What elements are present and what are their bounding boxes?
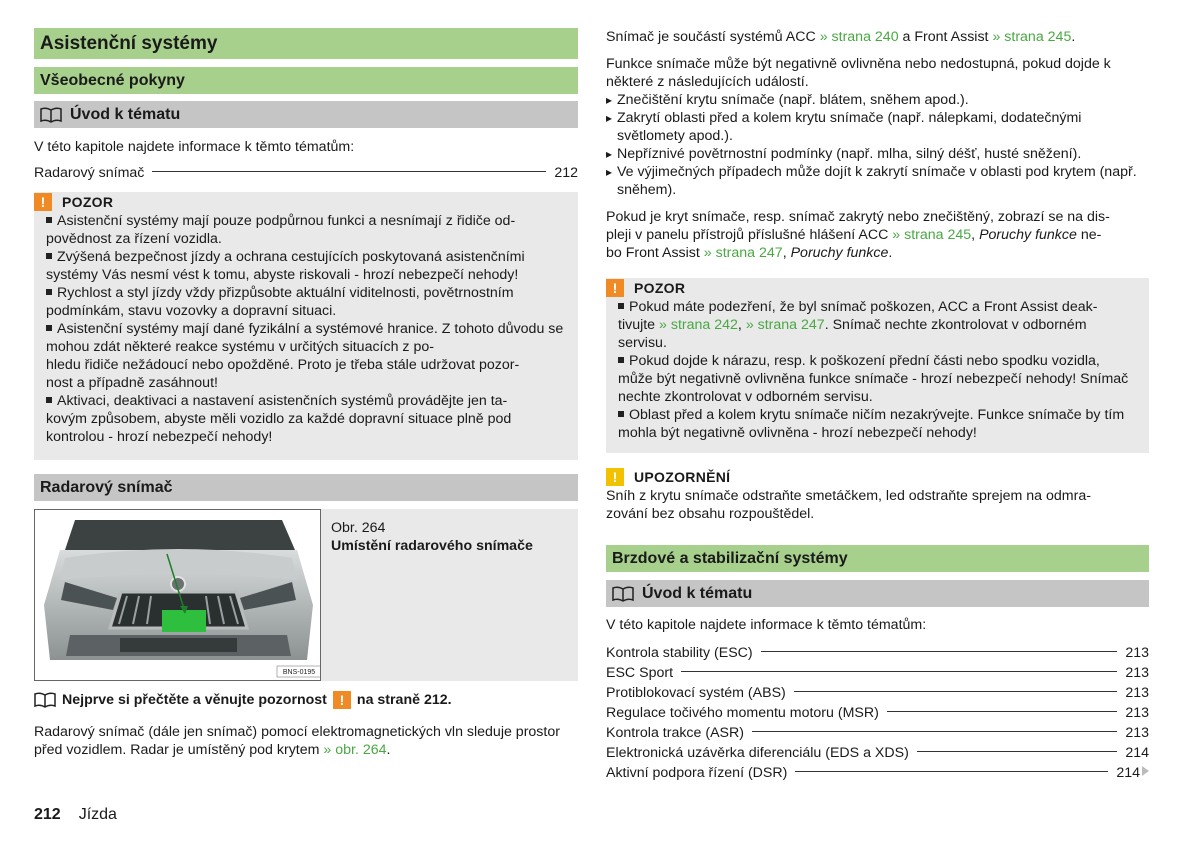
warning-item xyxy=(46,320,566,392)
toc-item[interactable] xyxy=(606,703,1149,723)
toc-leader xyxy=(681,671,1117,672)
book-icon xyxy=(40,107,62,123)
radar-heading: Radarový snímač xyxy=(34,474,578,501)
text: . xyxy=(1071,29,1076,45)
toc-item[interactable] xyxy=(606,643,1149,663)
text: . xyxy=(888,245,893,261)
warning-title: POZOR xyxy=(62,194,114,210)
warning-icon: ! xyxy=(34,193,52,211)
page-link[interactable]: » strana 242 xyxy=(659,317,738,333)
toc-leader xyxy=(917,751,1118,752)
toc-label: ESC Sport xyxy=(606,665,674,681)
toc-item[interactable] xyxy=(606,763,1149,783)
section-heading: Všeobecné pokyny xyxy=(34,67,578,94)
text: Pokud dojde k nárazu, resp. k poškození přední části nebo spodku vozidla, může být negativně ovlivněna funkce snímače - hrozí nebezpečí nehody! Snímač nechte zkontrolovat v odborném servisu. xyxy=(618,353,1129,405)
text: Pokud máte podezření, že byl snímač poškozen, ACC a Front Assist deak- tivujte xyxy=(618,299,1098,333)
section-name: Jízda xyxy=(78,806,117,823)
figure-link[interactable]: » obr. 264 xyxy=(323,742,387,758)
toc-leader xyxy=(752,731,1117,732)
book-icon xyxy=(612,586,634,602)
toc-label: Regulace točivého momentu motoru (MSR) xyxy=(606,705,879,721)
notice-pre: Nejprve si přečtěte a věnujte pozornost xyxy=(62,692,327,708)
toc-page: 214 xyxy=(1116,763,1149,783)
toc-list xyxy=(34,163,578,183)
paragraph-3 xyxy=(606,208,1149,262)
toc-page: 213 xyxy=(1125,665,1149,681)
body-text: Radarový snímač (dále jen snímač) pomocí elektromagnetických vln sleduje prostor před vozidlem. Radar je umístěný pod krytem xyxy=(34,724,560,758)
warning-text: Asistenční systémy mají pouze podpůrnou funkci a nesnímají z řidiče od- povědnost za řízení vozidla. xyxy=(46,213,516,247)
list-item: ▸ Nepříznivé povětrnostní podmínky (např. mlha, silný déšť, husté sněžení). xyxy=(606,145,1149,163)
toc-label: Kontrola trakce (ASR) xyxy=(606,725,744,741)
warning-header xyxy=(606,278,1137,298)
toc-page: 213 xyxy=(1125,645,1149,661)
text: a Front Assist xyxy=(902,29,989,45)
warning-title: POZOR xyxy=(634,280,686,296)
warning-text: Zvýšená bezpečnost jízdy a ochrana cestujících poskytovaná asistenčními systémy Vás nesmí vést k tomu, abyste riskovali - hrozí nebezpečí nehody! xyxy=(46,249,525,283)
topic-heading xyxy=(606,580,1149,607)
page-link[interactable]: » strana 245 xyxy=(992,29,1072,45)
text: ne- bo Front Assist xyxy=(606,227,1102,261)
toc-item[interactable] xyxy=(606,723,1149,743)
toc-label: Kontrola stability (ESC) xyxy=(606,645,753,661)
warning-icon: ! xyxy=(606,279,624,297)
list-item: ▸ Zakrytí oblasti před a kolem krytu snímače (např. nálepkami, dodatečnými světlomety apod.). xyxy=(606,109,1149,145)
notice-text: Sníh z krytu snímače odstraňte smetáčkem, led odstraňte sprejem na odmra- zování bez obsahu rozpouštědel. xyxy=(606,488,1091,522)
toc-page: 214 xyxy=(1125,745,1149,761)
continue-arrow-icon xyxy=(1142,766,1149,776)
italic-text: Poruchy funkce xyxy=(979,227,1077,243)
page-link[interactable]: » strana 247 xyxy=(745,317,825,333)
chapter-heading: Asistenční systémy xyxy=(34,28,578,59)
toc-list xyxy=(606,643,1149,783)
car-illustration xyxy=(35,510,321,681)
toc-item[interactable] xyxy=(606,663,1149,683)
warning-box xyxy=(34,192,578,460)
bullet-square xyxy=(46,253,52,259)
topic-heading-text: Úvod k tématu xyxy=(70,106,181,123)
toc-label: Aktivní podpora řízení (DSR) xyxy=(606,765,788,781)
conditions-list xyxy=(606,91,1149,199)
warning-item xyxy=(618,352,1137,406)
intro-text: V této kapitole najdete informace k těmto tématům: xyxy=(34,139,355,155)
bullet-square xyxy=(618,357,624,363)
warning-items xyxy=(46,212,566,446)
toc-label: Radarový snímač xyxy=(34,165,145,181)
body-text-end: . xyxy=(386,742,391,758)
notice-icon: ! xyxy=(606,468,624,486)
notice-header xyxy=(606,467,1149,487)
list-item: ▸ Ve výjimečných případech může dojít k zakrytí snímače v oblasti pod krytem (např. sněhem). xyxy=(606,163,1149,199)
intro-text: V této kapitole najdete informace k těmto tématům: xyxy=(606,617,927,633)
topic-heading xyxy=(34,101,578,128)
toc-page: 213 xyxy=(1125,705,1149,721)
text: Pokud je kryt snímače, resp. snímač zakrytý nebo znečištěný, zobrazí se na dis- pleji v panelu přístrojů příslušné hlášení ACC xyxy=(606,209,1110,243)
warning-text: Aktivaci, deaktivaci a nastavení asistenčních systémů provádějte jen ta- kovým způsobem, abyste měli vozidlo za každé dopravní situace plně pod kontrolou - hrozí nebezpečí nehody! xyxy=(46,393,512,445)
radar-body-text xyxy=(34,723,578,759)
warning-box xyxy=(606,278,1149,453)
warning-text: Rychlost a styl jízdy vždy přizpůsobte aktuální viditelnosti, povětrnostním podmínkám, stavu vozovky a dopravní situaci. xyxy=(46,285,514,319)
right-column xyxy=(606,28,1149,783)
bullet-square xyxy=(618,411,624,417)
warning-item xyxy=(46,284,566,320)
text: , xyxy=(782,245,787,261)
notice-post: na straně 212. xyxy=(356,692,452,708)
page-footer xyxy=(34,806,117,824)
figure-caption-block xyxy=(321,509,533,681)
toc-leader xyxy=(794,691,1118,692)
topic-heading-text: Úvod k tématu xyxy=(642,585,753,602)
list-item: ▸ Znečištění krytu snímače (např. blátem, sněhem apod.). xyxy=(606,91,1149,109)
warning-item xyxy=(46,392,566,446)
book-icon xyxy=(34,692,56,708)
italic-text: Poruchy funkce xyxy=(790,245,889,261)
figure-code: BNS-0195 xyxy=(282,669,316,676)
toc-label: Protiblokovací systém (ABS) xyxy=(606,685,786,701)
text: Oblast před a kolem krytu snímače ničím nezakrývejte. Funkce snímače by tím mohla být negativně ovlivněna - hrozí nebezpečí nehody! xyxy=(618,407,1125,441)
bullet-square xyxy=(618,303,624,309)
toc-label: Elektronická uzávěrka diferenciálu (EDS a XDS) xyxy=(606,745,909,761)
warning-header xyxy=(34,192,566,212)
toc-leader xyxy=(152,171,546,172)
toc-leader xyxy=(795,771,1108,772)
text: , xyxy=(737,317,742,333)
toc-page: 212 xyxy=(554,165,578,181)
page-number: 212 xyxy=(34,806,61,823)
warning-item xyxy=(46,248,566,284)
page-link[interactable]: » strana 245 xyxy=(892,227,972,243)
toc-item[interactable] xyxy=(606,683,1149,703)
left-column xyxy=(34,28,578,759)
text: Snímač je součástí systémů ACC xyxy=(606,29,816,45)
section-heading: Brzdové a stabilizační systémy xyxy=(606,545,1149,572)
toc-page: 213 xyxy=(1125,725,1149,741)
text: , xyxy=(971,227,976,243)
notice-box xyxy=(606,467,1149,523)
toc-item[interactable] xyxy=(606,743,1149,763)
warning-item xyxy=(618,406,1137,442)
notice-title: UPOZORNĚNÍ xyxy=(634,469,731,485)
figure-caption: Umístění radarového snímače xyxy=(331,538,533,554)
bullet-square xyxy=(46,325,52,331)
warning-item xyxy=(618,298,1137,352)
bullet-square xyxy=(46,289,52,295)
warning-text: Asistenční systémy mají dané fyzikální a systémové hranice. Z tohoto důvodu se mohou zdát některé reakce systému v určitých situacích z po- hledu řidiče nežádoucí nebo opožděné. Proto je třeba stále udržovat pozor- nost a případně zasáhnout! xyxy=(46,321,564,391)
toc-item[interactable] xyxy=(34,163,578,183)
paragraph-1 xyxy=(606,28,1149,46)
figure-number: Obr. 264 xyxy=(331,520,386,536)
bullet-square xyxy=(46,217,52,223)
page-link[interactable]: » strana 240 xyxy=(819,29,899,45)
toc-leader xyxy=(887,711,1118,712)
toc-leader xyxy=(761,651,1118,652)
warning-icon: ! xyxy=(333,691,351,709)
read-first-notice xyxy=(34,691,578,709)
car-front-image xyxy=(34,509,321,681)
toc-page: 213 xyxy=(1125,685,1149,701)
bullet-square xyxy=(46,397,52,403)
page-link[interactable]: » strana 247 xyxy=(703,245,783,261)
text: . Snímač nechte zkontrolovat v odborném servisu. xyxy=(618,317,1087,351)
figure-box xyxy=(34,509,578,681)
warning-item xyxy=(46,212,566,248)
paragraph-2: Funkce snímače může být negativně ovlivněna nebo nedostupná, pokud dojde k některé z následujících událostí. xyxy=(606,56,1111,90)
